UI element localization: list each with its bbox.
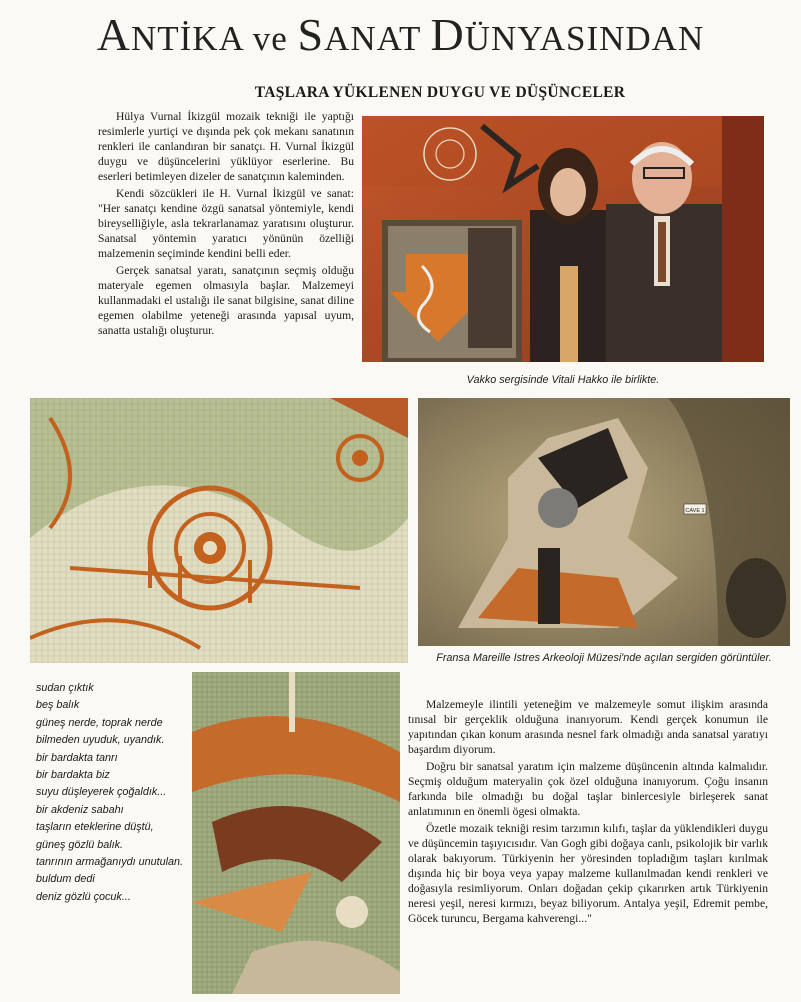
intro-paragraph: Gerçek sanatsal yaratı, sanatçının seçmiş olduğu materyale egemen olmasıyla başlar. Malzemeyi kullanmadaki el ustalığı ile sanat bilgisine, sanat diline egemen olabilme yeteneği arasında yapısal uyum, sanatta ustalığı oluşturur. xyxy=(98,264,354,337)
photo-caption: Vakko sergisinde Vitali Hakko ile birlikte. xyxy=(466,374,660,386)
poem-line: deniz gözlü çocuk... xyxy=(36,890,131,903)
photo-cave-exhibition xyxy=(418,398,790,646)
poem-line: suyu düşleyerek çoğaldık... xyxy=(36,786,167,799)
article-headline: TAŞLARA YÜKLENEN DUYGU VE DÜŞÜNCELER xyxy=(254,84,626,101)
poem-line: bir bardakta biz xyxy=(36,768,110,781)
photo-artist-with-hakko xyxy=(362,116,764,362)
poem-line: taşların eteklerine düştü, xyxy=(36,821,154,834)
masthead-title: ANTİKA ve SANAT DÜNYASINDAN xyxy=(96,9,705,60)
body-paragraph: Doğru bir sanatsal yaratım için malzeme düşüncenin altında kalmalıdır. Seçmiş olduğum materyalin çok özel olduğuna inanıyorum. Çoğu insanın farkında bile olmadığı bu doğal taşlar binlercesiyle birleşerek sanat anlatımının en önemli ögesi olmakta. xyxy=(408,760,768,818)
poem-line: sudan çıktık xyxy=(36,682,94,694)
poem-line: tanrının armağanıydı unutulan. xyxy=(36,855,184,868)
intro-paragraph: Kendi sözcükleri ile H. Vurnal İkizgül ve sanat: "Her sanatçı kendine özgü sanatsal yöntemiyle, kendi bireyselliğiyle, asla tekrarlanamaz yaratısını oluşturur. Sanatsal yöntemin yaratıcı yönünün özelliği malzemenin seçiminde kendini belli eder. xyxy=(98,187,354,260)
cave-sign: CAVE 1 xyxy=(685,508,705,514)
poem-line: bilmeden uyuduk, uyandık. xyxy=(36,734,165,747)
poem-line: bir bardakta tanrı xyxy=(36,751,118,764)
poem-line: buldum dedi xyxy=(36,873,95,886)
poem-line: güneş gözlü balık. xyxy=(36,838,124,851)
photo-mosaic-detail xyxy=(192,672,400,994)
intro-paragraph: Hülya Vurnal İkizgül mozaik tekniği ile yaptığı resimlerle yurtiçi ve dışında pek çok mekanı sanatının renkleri ile canlandıran bir sanatçı. H. Vurnal İkizgül duygu ve düşüncelerini yüklüyor eserlerine. Bu eserleri betimleyen dizeler de sanatçının kaleminden. xyxy=(98,110,354,183)
photo-caption: Fransa Mareille Istres Arkeoloji Müzesi'nde açılan sergiden görüntüler. xyxy=(436,652,772,664)
poem-line: beş balık xyxy=(36,699,80,712)
poem xyxy=(36,682,186,908)
poem-line: güneş nerde, toprak nerde xyxy=(36,716,163,729)
body-paragraph: Malzemeyle ilintili yeteneğim ve malzemeyle somut ilişkim arasında tınısal bir gerçeklik olduğuna inanıyorum. Kendi gerçek konumun ile yapıtından çıkan konum arasında nesnel fark olmadığı anda sanatsal yaratıyı başardım diyorum. xyxy=(408,698,768,756)
body-paragraph: Özetle mozaik tekniği resim tarzımın kılıfı, taşlar da yüklendikleri duygu ve düşüncemin taşıyıcısıdır. Van Gogh gibi doğaya canlı, psikolojik bir varlık olarak bakıyorum. Türkiyenin her yöresinden topladığım taşları kırılmak dışında hiç bir boya veya yapay malzeme kullanılmadan kendi renkleri ve doğasıyla resimliyorum. Onları doğadan çekip çıkarırken artık Türkiyenin neresi yeşil, neresi kırmızı, beyaz biliyorum. Antalya yeşil, Edremit pembe, Göcek turuncu, Bergama kahverengi..." xyxy=(408,822,768,925)
photo-mosaic-fish xyxy=(30,398,408,663)
poem-line: bir akdeniz sabahı xyxy=(36,803,124,816)
body-text xyxy=(408,697,768,928)
intro-text xyxy=(98,109,354,340)
